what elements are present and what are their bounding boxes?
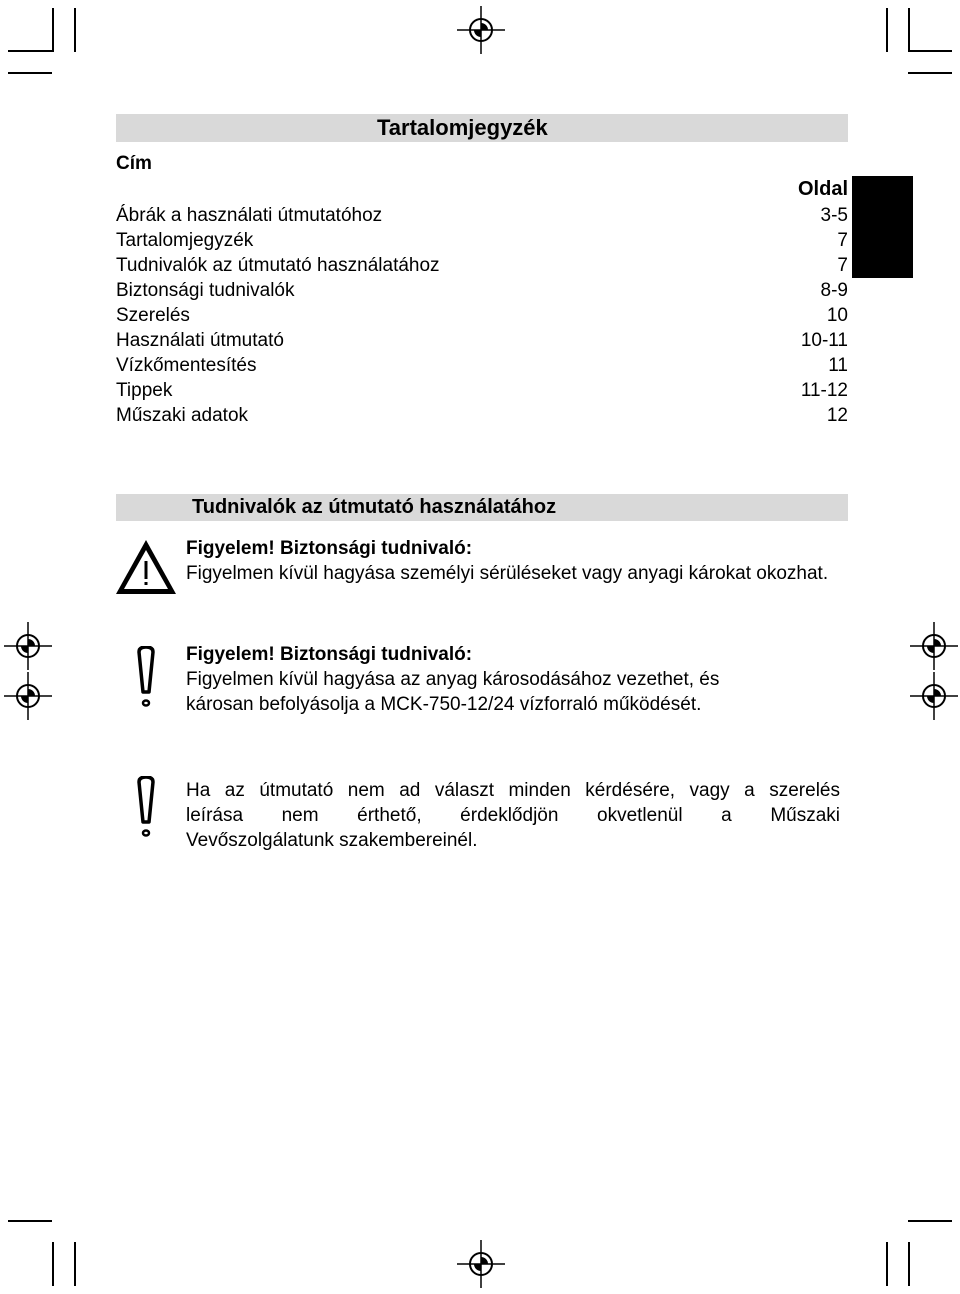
- crop-mark: [74, 1242, 76, 1286]
- registration-mark-icon: [910, 622, 958, 670]
- toc-row-title: Biztonsági tudnivalók: [116, 280, 295, 301]
- notice-text: Vevőszolgálatunk szakembereinél.: [186, 830, 478, 851]
- crop-mark: [52, 1242, 54, 1286]
- crop-mark: [908, 1242, 910, 1286]
- toc-row-title: Használati útmutató: [116, 330, 284, 351]
- toc-row[interactable]: [116, 403, 848, 428]
- crop-mark: [74, 8, 76, 52]
- notice-text: Figyelmen kívül hagyása személyi sérüléseket vagy anyagi károkat okozhat.: [186, 563, 829, 584]
- toc-column-title: Cím: [116, 153, 152, 174]
- toc-row-title: Tudnivalók az útmutató használatához: [116, 255, 440, 276]
- crop-mark: [886, 1242, 888, 1286]
- toc-row-page: 12: [826, 405, 848, 426]
- language-tab-marker: [852, 176, 913, 278]
- toc-row-page: 10: [826, 305, 848, 326]
- toc-row[interactable]: [116, 253, 848, 278]
- crop-mark: [908, 1220, 952, 1222]
- crop-mark: [52, 8, 54, 52]
- registration-mark-icon: [910, 672, 958, 720]
- toc-row[interactable]: [116, 303, 848, 328]
- toc-row[interactable]: [116, 378, 848, 403]
- toc-row-title: Tartalomjegyzék: [116, 230, 254, 251]
- toc-row-page: 3-5: [820, 205, 848, 226]
- crop-mark: [8, 1220, 52, 1222]
- toc-row-page: 8-9: [820, 280, 848, 301]
- toc-row-title: Szerelés: [116, 305, 190, 326]
- crop-mark: [908, 72, 952, 74]
- toc-row-page: 11-12: [800, 380, 848, 401]
- notice-info-3: [186, 778, 840, 853]
- toc-row-title: Műszaki adatok: [116, 405, 249, 426]
- warning-triangle-icon: [114, 538, 178, 596]
- registration-mark-icon: [4, 622, 52, 670]
- notice-text: Ha az útmutató nem ad választ minden kérdésére, vagy a szerelés: [186, 780, 840, 801]
- notice-warning-2: [186, 642, 886, 717]
- notice-text: károsan befolyásolja a MCK-750-12/24 vízforraló működését.: [186, 694, 702, 715]
- notice-text: Figyelmen kívül hagyása az anyag károsodásához vezethet, és: [186, 669, 720, 690]
- notice-heading: Figyelem! Biztonsági tudnivaló:: [186, 538, 473, 559]
- crop-mark: [886, 8, 888, 52]
- registration-mark-icon: [457, 1240, 505, 1288]
- crop-mark: [908, 50, 952, 52]
- toc-title: Tartalomjegyzék: [377, 115, 548, 140]
- exclamation-icon: [134, 646, 158, 708]
- toc-row[interactable]: [116, 353, 848, 378]
- registration-mark-icon: [457, 6, 505, 54]
- toc-row[interactable]: [116, 203, 848, 228]
- notice-warning-1: [186, 536, 886, 586]
- toc-row-page: 7: [837, 255, 848, 276]
- crop-mark: [8, 72, 52, 74]
- toc-row-page: 11: [828, 355, 848, 376]
- notice-heading: Figyelem! Biztonsági tudnivaló:: [186, 644, 473, 665]
- registration-mark-icon: [4, 672, 52, 720]
- notice-text: leírása nem érthető, érdeklődjön okvetlenül a Műszaki: [186, 805, 840, 826]
- toc-row-title: Ábrák a használati útmutatóhoz: [116, 205, 383, 226]
- exclamation-icon: [134, 776, 158, 838]
- toc-row[interactable]: [116, 328, 848, 353]
- toc-row-title: Tippek: [116, 380, 173, 401]
- toc-row[interactable]: [116, 278, 848, 303]
- toc-row[interactable]: [116, 228, 848, 253]
- toc-column-page: Oldal: [797, 178, 848, 200]
- section-title: Tudnivalók az útmutató használatához: [192, 496, 557, 518]
- crop-mark: [8, 50, 52, 52]
- crop-mark: [908, 8, 910, 52]
- toc-row-title: Vízkőmentesítés: [116, 355, 257, 376]
- toc-row-page: 7: [837, 230, 848, 251]
- toc-row-page: 10-11: [800, 330, 848, 351]
